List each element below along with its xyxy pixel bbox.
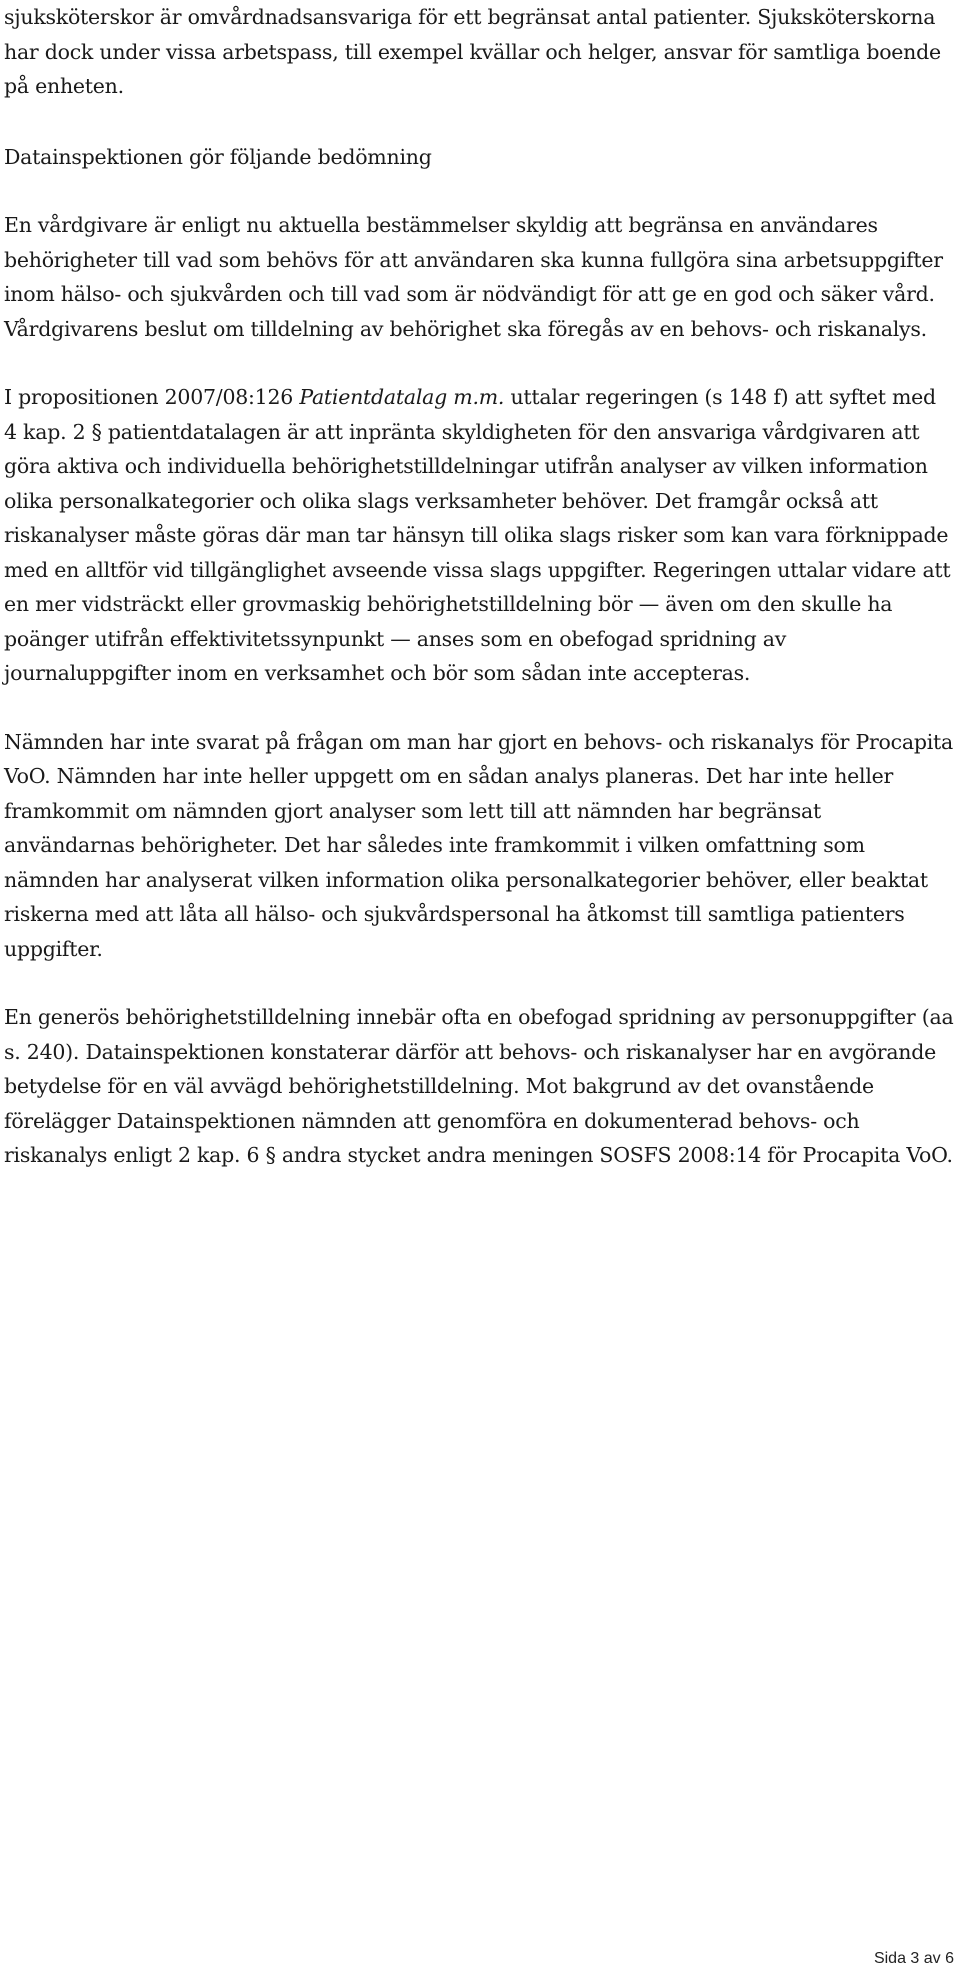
document-body [4,0,954,1173]
paragraph-proposition [4,380,954,691]
paragraph-proposition-start: I propositionen 2007/08:126 [4,385,300,409]
proposition-title: Patientdatalag m.m. [299,385,505,409]
intro-paragraph: sjuksköterskor är omvårdnadsansvariga för ett begränsat antal patienter. Sjuksköterskorna har dock under vissa arbetspass, till exempel kvällar och helger, ansvar för samtliga boende på enheten. [4,5,941,98]
page-number: Sida 3 av 6 [873,1950,954,1967]
paragraph-behorighet: En vårdgivare är enligt nu aktuella bestämmelser skyldig att begränsa en användares behörigheter till vad som behövs för att användaren ska kunna fullgöra sina arbetsuppgifter inom hälso- och sjukvården och till vad som är nödvändigt för att ge en god och säker vård. Vårdgivarens beslut om tilldelning av behörighet ska föregås av en behovs- och riskanalys. [4,213,943,341]
paragraph-proposition-rest: uttalar regeringen (s 148 f) att syftet med 4 kap. 2 § patientdatalagen är att inpränta skyldigheten för den ansvariga vårdgivaren att göra aktiva och individuella behörighetstilldelningar utifrån analyser av vilken information olika personalkategorier och olika slags verksamheter behöver. Det framgår också att riskanalyser måste göras där man tar hänsyn till olika slags risker som kan vara förknippade med en alltför vid tillgänglighet avseende vissa slags uppgifter. Regeringen uttalar vidare att en mer vidsträckt eller grovmaskig behörighetstilldelning bör — även om den skulle ha poänger utifrån effektivitetssynpunkt — anses som en obefogad spridning av journaluppgifter inom en verksamhet och bör som sådan inte accepteras. [4,385,951,685]
paragraph-forelaggande: En generös behörighetstilldelning innebär ofta en obefogad spridning av personuppgifter (aa s. 240). Datainspektionen konstaterar därför att behovs- och riskanalyser har en avgörande betydelse för en väl avvägd behörighetstilldelning. Mot bakgrund av det ovanstående förelägger Datainspektionen nämnden att genomföra en dokumenterad behovs- och riskanalys enligt 2 kap. 6 § andra stycket andra meningen SOSFS 2008:14 för Procapita VoO. [4,1005,954,1167]
section-heading: Datainspektionen gör följande bedömning [4,144,432,169]
paragraph-namnden: Nämnden har inte svarat på frågan om man har gjort en behovs- och riskanalys för Procapita VoO. Nämnden har inte heller uppgett om en sådan analys planeras. Det har inte heller framkommit om nämnden gjort analyser som lett till att nämnden har begränsat användarnas behörigheter. Det har således inte framkommit i vilken omfattning som nämnden har analyserat vilken information olika personalkategorier behöver, eller beaktat riskerna med att låta all hälso- och sjukvårdspersonal ha åtkomst till samtliga patienters uppgifter. [4,729,953,961]
